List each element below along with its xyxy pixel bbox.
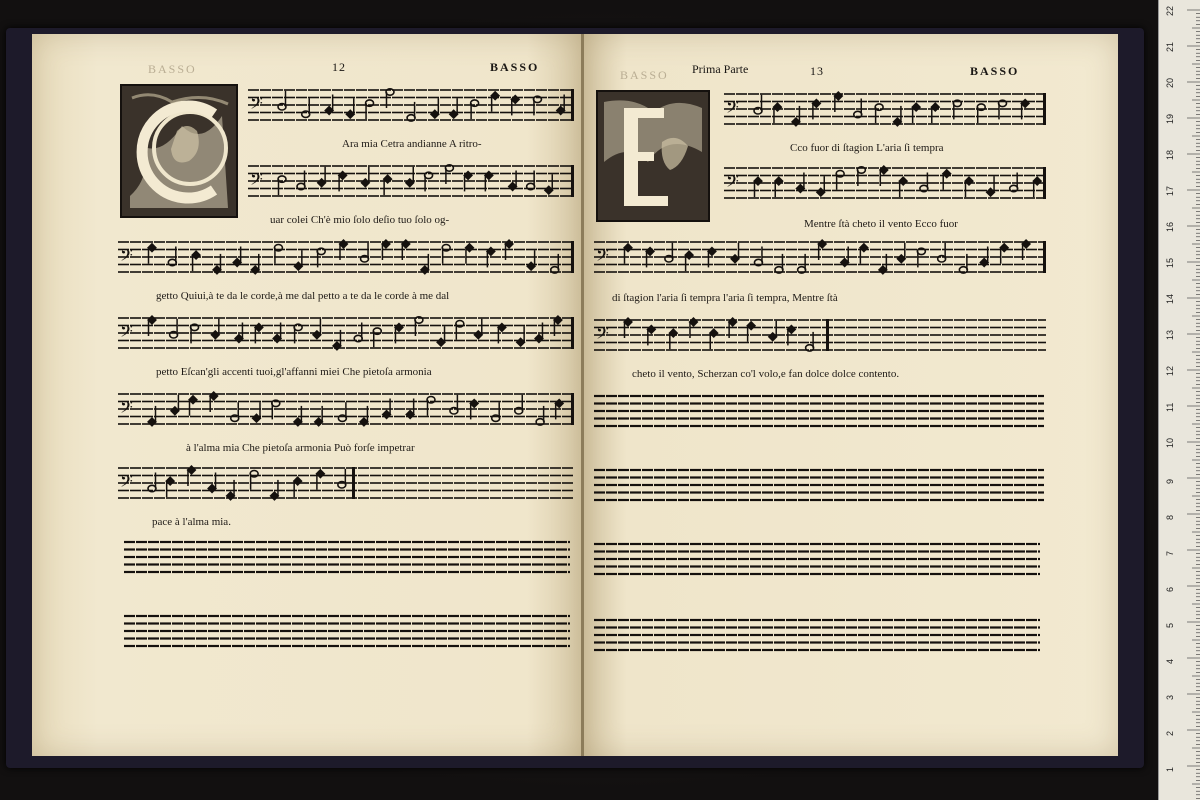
decorated-initial-e bbox=[596, 90, 710, 222]
ruler-label: 18 bbox=[1165, 149, 1175, 160]
ruler-label: 4 bbox=[1165, 658, 1175, 664]
empty-staff bbox=[124, 538, 570, 576]
svg-text:𝄢: 𝄢 bbox=[596, 245, 609, 269]
lyric-line: getto Quiui,à te da le corde,à me dal petto a te da le corde à me dal bbox=[156, 290, 450, 302]
music-staff bbox=[118, 238, 574, 276]
ruler-label: 17 bbox=[1165, 185, 1175, 196]
ruler-label: 5 bbox=[1165, 622, 1175, 628]
music-staff bbox=[118, 314, 574, 352]
empty-staff bbox=[594, 616, 1040, 654]
ruler-label: 9 bbox=[1165, 478, 1175, 484]
svg-text:𝄢: 𝄢 bbox=[120, 245, 133, 269]
empty-staff bbox=[124, 612, 570, 650]
lyric-line: cheto il vento, Scherzan co'l volo,e fan dolce dolce contento. bbox=[632, 368, 900, 380]
empty-staff bbox=[594, 466, 1044, 504]
svg-text:𝄢: 𝄢 bbox=[726, 171, 739, 195]
lyric-line: di ſtagion l'aria ſi tempra l'aria ſi tempra, Mentre ſtà bbox=[612, 292, 838, 304]
left-page-number: 12 bbox=[332, 60, 346, 74]
svg-text:𝄢: 𝄢 bbox=[120, 397, 133, 421]
ruler-label: 13 bbox=[1165, 329, 1175, 340]
ruler-label: 8 bbox=[1165, 514, 1175, 520]
music-staff bbox=[118, 390, 574, 428]
ruler-label: 19 bbox=[1165, 113, 1175, 124]
svg-text:𝄢: 𝄢 bbox=[120, 321, 133, 345]
lyric-line: pace à l'alma mia. bbox=[152, 516, 231, 528]
music-staff bbox=[118, 464, 574, 502]
music-staff bbox=[248, 86, 574, 124]
left-ghost-header: BASSO bbox=[148, 62, 197, 76]
svg-text:𝄢: 𝄢 bbox=[250, 93, 263, 117]
ruler-label: 15 bbox=[1165, 257, 1175, 268]
empty-staff bbox=[594, 540, 1040, 578]
lyric-line: uar colei Ch'è mio ſolo deſio tuo ſolo og- bbox=[270, 214, 450, 226]
lyric-line: à l'alma mia Che pietoſa armonia Può forſe impetrar bbox=[186, 442, 415, 454]
lyric-line: Mentre ſtà cheto il vento Ecco fuor bbox=[804, 218, 958, 230]
ruler-label: 20 bbox=[1165, 77, 1175, 88]
part-label: Prima Parte bbox=[692, 62, 749, 76]
ruler-label: 2 bbox=[1165, 730, 1175, 736]
ruler-label: 11 bbox=[1165, 402, 1175, 412]
ruler-label: 3 bbox=[1165, 694, 1175, 700]
ruler-label: 22 bbox=[1165, 5, 1175, 16]
decorated-initial-c bbox=[120, 84, 238, 218]
music-staff bbox=[724, 90, 1046, 128]
right-ghost-header: BASSO bbox=[620, 68, 669, 82]
left-running-header: BASSO bbox=[490, 60, 540, 74]
music-staff bbox=[248, 162, 574, 200]
empty-staff bbox=[594, 392, 1044, 430]
lyric-line: petto Eſcan'gli accenti tuoi,gl'affanni miei Che pietoſa armonia bbox=[156, 366, 432, 378]
ruler-label: 1 bbox=[1165, 766, 1175, 772]
music-staff bbox=[594, 238, 1046, 276]
lyric-line: Ara mia Cetra andianne A ritro- bbox=[342, 138, 482, 150]
svg-text:𝄢: 𝄢 bbox=[120, 471, 133, 495]
ruler-label: 7 bbox=[1165, 550, 1175, 556]
ruler-label: 10 bbox=[1165, 437, 1175, 448]
music-staff bbox=[724, 164, 1046, 202]
music-staff bbox=[594, 316, 1046, 354]
svg-text:𝄢: 𝄢 bbox=[250, 169, 263, 193]
ruler-label: 16 bbox=[1165, 221, 1175, 232]
ruler-label: 6 bbox=[1165, 586, 1175, 592]
ruler-label: 14 bbox=[1165, 293, 1175, 304]
lyric-line: Cco fuor di ſtagion L'aria ſi tempra bbox=[790, 142, 944, 154]
right-running-header: BASSO bbox=[970, 64, 1020, 78]
measuring-ruler bbox=[1158, 0, 1200, 800]
ruler-label: 21 bbox=[1165, 41, 1175, 52]
svg-text:𝄢: 𝄢 bbox=[726, 97, 739, 121]
ruler-label: 12 bbox=[1165, 365, 1175, 376]
right-page-number: 13 bbox=[810, 64, 824, 78]
svg-text:𝄢: 𝄢 bbox=[596, 323, 609, 347]
